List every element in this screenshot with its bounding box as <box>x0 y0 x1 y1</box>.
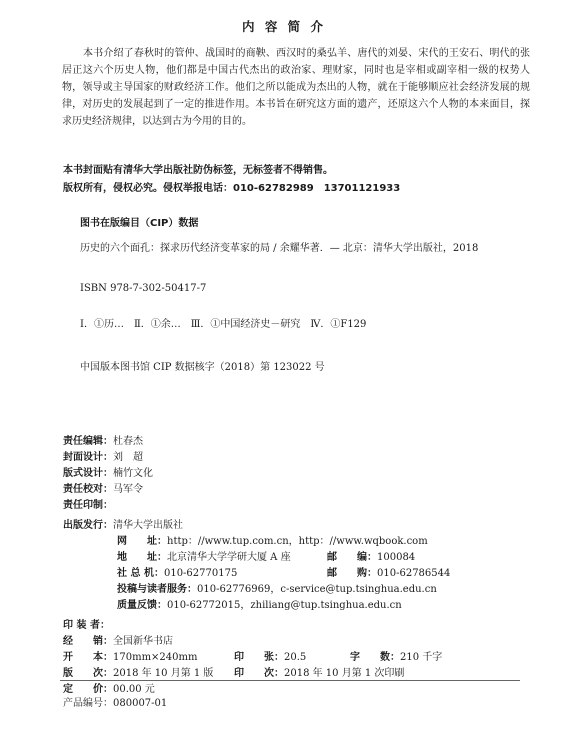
credit-editor-label: 责任编辑： <box>63 436 113 447</box>
dist-row <box>63 632 173 647</box>
publisher-post-row <box>327 548 415 563</box>
publisher-contrib: 010-62776969，c-service@tup.tsinghua.edu.cn <box>197 584 437 595</box>
cip-classification: Ⅰ．①历… Ⅱ．①余… Ⅲ．①中国经济史－研究 Ⅳ．①F129 <box>80 319 367 330</box>
size-label: 开 本： <box>63 652 113 663</box>
credit-cover-value: 刘 超 <box>113 452 143 463</box>
product-number: 产品编号：080007-01 <box>63 698 168 709</box>
price-label: 定 价： <box>63 684 113 695</box>
credit-print-label: 责任印制： <box>63 500 113 511</box>
printer-row <box>63 616 110 631</box>
credit-print <box>63 496 113 511</box>
credit-editor-value: 杜春杰 <box>113 436 143 447</box>
copyright-notice: 版权所有，侵权必究。侵权举报电话：010-62782989 13701121933 <box>63 183 401 194</box>
credit-editor <box>63 432 143 447</box>
publisher-web-label: 网 址： <box>117 536 167 547</box>
intro-paragraph: 本书介绍了春秋时的管仲、战国时的商鞅、西汉时的桑弘羊、唐代的刘晏、宋代的王安石、明代的张居正这六个历史人物，他们都是中国古代杰出的政治家、理财家，同时也是宰相或副宰相一级的权势人物，领导或主导国家的财政经济工作。他们之所以能成为杰出的人物，就在于能够顺应社会经济发展的规律，对历史的发展起到了一定的推进作用。本书旨在研究这方面的遗产，还原这六个人物的本来面目，探求历史经济规律，以达到古为今用的目的。 <box>62 48 530 127</box>
credit-proof <box>63 480 143 495</box>
publisher-web-link[interactable]: http：//www.tup.com.cn，http：//www.wqbook.com <box>167 536 428 547</box>
publisher-web-row <box>117 532 428 547</box>
credit-cover <box>63 448 143 463</box>
publisher-buy: 010-62786544 <box>377 568 451 579</box>
publisher-name: 清华大学出版社 <box>113 520 183 531</box>
impression-value: 2018 年 10 月第 1 次印刷 <box>284 668 405 679</box>
publisher-addr-row <box>117 548 291 563</box>
credit-proof-value: 马军令 <box>113 484 143 495</box>
publisher-quality-label: 质量反馈： <box>117 600 167 611</box>
impression-label: 印 次： <box>234 668 284 679</box>
price-row <box>63 680 155 695</box>
publisher-row <box>63 516 183 531</box>
sheets-label: 印 张： <box>234 652 284 663</box>
sheets-row <box>234 648 306 663</box>
cip-bibliographic-line: 历史的六个面孔：探求历代经济变革家的局 / 余耀华著．— 北京：清华大学出版社，2018 <box>80 243 479 254</box>
words-label: 字 数： <box>350 652 400 663</box>
publisher-switch-row <box>117 564 237 579</box>
publisher-switch-label: 社 总 机： <box>117 568 164 579</box>
dist-value: 全国新华书店 <box>113 636 173 647</box>
size-value: 170mm×240mm <box>113 652 198 663</box>
publisher-quality-row <box>117 596 402 611</box>
price-value: 00.00 元 <box>113 684 155 695</box>
publisher-post-label: 邮 编： <box>327 552 377 563</box>
cip-isbn: ISBN 978-7-302-50417-7 <box>80 283 207 294</box>
footer-divider <box>60 680 520 681</box>
cip-heading: 图书在版编目（CIP）数据 <box>80 218 199 229</box>
credit-proof-label: 责任校对： <box>63 484 113 495</box>
publisher-addr: 北京清华大学学研大厦 A 座 <box>167 552 291 563</box>
publisher-quality: 010-62772015，zhiliang@tup.tsinghua.edu.cn <box>167 600 402 611</box>
sheets-value: 20.5 <box>284 652 307 663</box>
publisher-post: 100084 <box>377 552 416 563</box>
credit-cover-label: 封面设计： <box>63 452 113 463</box>
publisher-addr-label: 地 址： <box>117 552 167 563</box>
edition-row <box>63 664 213 679</box>
publisher-contrib-row <box>117 580 437 595</box>
publisher-contrib-label: 投稿与读者服务： <box>117 584 197 595</box>
publisher-label: 出版发行： <box>63 520 113 531</box>
edition-label: 版 次： <box>63 668 113 679</box>
publisher-buy-label: 邮 购： <box>327 568 377 579</box>
publisher-buy-row <box>327 564 450 579</box>
dist-label: 经 销： <box>63 636 113 647</box>
credit-layout <box>63 464 153 479</box>
anti-counterfeit-notice: 本书封面贴有清华大学出版社防伪标签，无标签者不得销售。 <box>63 165 333 176</box>
impression-row <box>234 664 404 679</box>
printer-label: 印 装 者： <box>63 620 110 631</box>
cip-data-number: 中国版本图书馆 CIP 数据核字（2018）第 123022 号 <box>80 362 325 373</box>
credit-layout-value: 楠竹文化 <box>113 468 153 479</box>
edition-value: 2018 年 10 月第 1 版 <box>113 668 214 679</box>
words-row <box>350 648 442 663</box>
size-row <box>63 648 197 663</box>
words-value: 210 千字 <box>400 652 443 663</box>
credit-layout-label: 版式设计： <box>63 468 113 479</box>
publisher-switch: 010-62770175 <box>163 568 238 579</box>
page-title: 内 容 简 介 <box>241 19 327 34</box>
